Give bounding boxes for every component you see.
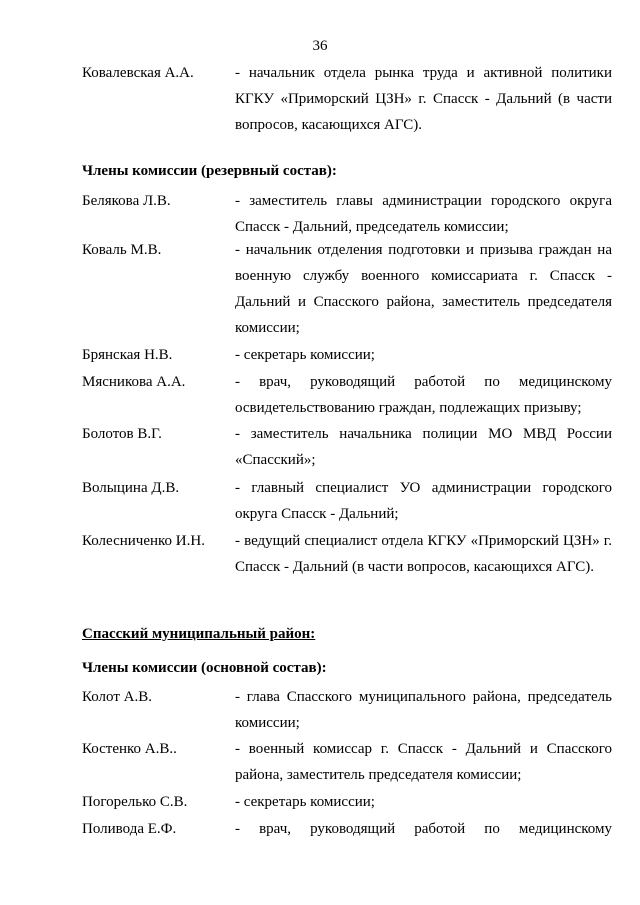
member-role: - начальник отдела рынка труда и активной политики КГКУ «Приморский ЦЗН» г. Спасск - Дальний (в части вопросов, касающихся АГС). bbox=[235, 65, 612, 133]
member-role: - секретарь комиссии; bbox=[235, 794, 375, 810]
member-name: Коваль М.В. bbox=[82, 242, 162, 258]
member-role: - военный комиссар г. Спасск - Дальний и Спасского района, заместитель председателя комиссии; bbox=[235, 741, 612, 783]
district-heading: Спасский муниципальный район: bbox=[82, 626, 316, 642]
member-role: - начальник отделения подготовки и призыва граждан на военную службу военного комиссариата г. Спасск - Дальний и Спасского района, заместитель председателя комиссии; bbox=[235, 242, 612, 336]
member-name: Болотов В.Г. bbox=[82, 426, 162, 442]
member-name: Мясникова А.А. bbox=[82, 374, 186, 390]
member-role: - заместитель главы администрации городского округа Спасск - Дальний, председатель комиссии; bbox=[235, 193, 612, 235]
main-heading: Члены комиссии (основной состав): bbox=[82, 660, 327, 676]
member-role: - ведущий специалист отдела КГКУ «Приморский ЦЗН» г. Спасск - Дальний (в части вопросов, касающихся АГС). bbox=[235, 533, 612, 575]
page-number: 36 bbox=[312, 38, 328, 54]
member-name: Колесниченко И.Н. bbox=[82, 533, 205, 549]
member-name: Белякова Л.В. bbox=[82, 193, 171, 209]
member-name: Колот А.В. bbox=[82, 689, 152, 705]
member-role: - секретарь комиссии; bbox=[235, 347, 375, 363]
member-name: Волыцина Д.В. bbox=[82, 480, 180, 496]
member-role: - врач, руководящий работой по медицинскому bbox=[235, 821, 612, 837]
member-role: - глава Спасского муниципального района, председатель комиссии; bbox=[235, 689, 612, 731]
member-name: Костенко А.В.. bbox=[82, 741, 177, 757]
member-role: - заместитель начальника полиции МО МВД России «Спасский»; bbox=[235, 426, 612, 468]
reserve-heading: Члены комиссии (резервный состав): bbox=[82, 163, 337, 179]
member-name: Погорелько С.В. bbox=[82, 794, 188, 810]
member-role: - врач, руководящий работой по медицинскому освидетельствованию граждан, подлежащих призыву; bbox=[235, 374, 612, 416]
member-name: Поливода Е.Ф. bbox=[82, 821, 177, 837]
member-name: Брянская Н.В. bbox=[82, 347, 173, 363]
member-role: - главный специалист УО администрации городского округа Спасск - Дальний; bbox=[235, 480, 612, 522]
member-name: Ковалевская А.А. bbox=[82, 65, 194, 81]
